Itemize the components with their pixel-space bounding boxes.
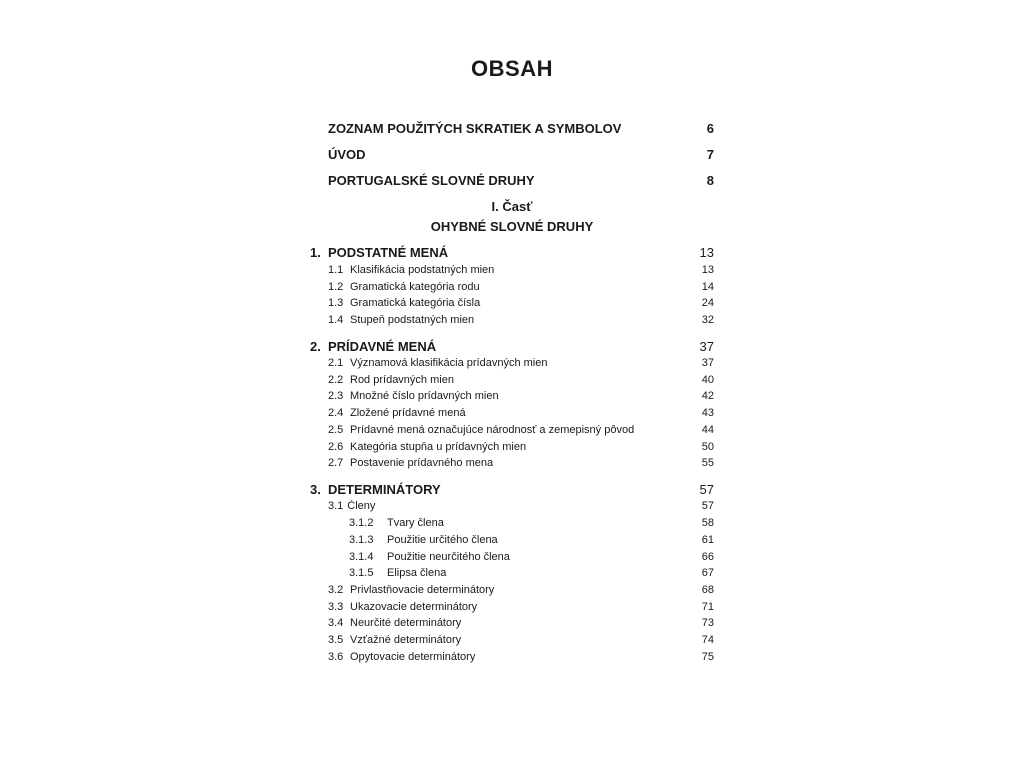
section-label: Kategória stupňa u prídavných mien [350, 441, 527, 453]
subsection-page: 58 [701, 517, 714, 529]
section-label: Rod prídavných mien [350, 374, 454, 386]
section-number: 2.1 [328, 357, 344, 369]
section-label: Vzťažné determinátory [350, 634, 462, 646]
toc-entry-label: PORTUGALSKÉ SLOVNÉ DRUHY [328, 173, 535, 188]
section-label: Stupeň podstatných mien [350, 314, 475, 326]
subsection-label: Použitie neurčitého člena [387, 551, 510, 563]
section-number: 2.4 [328, 407, 344, 419]
toc-section[interactable] [310, 500, 714, 518]
section-page: 43 [701, 407, 714, 419]
section-number: 3.4 [328, 617, 344, 629]
chapter-label: PRÍDAVNÉ MENÁ [328, 339, 437, 354]
section-label: Gramatická kategória čísla [350, 297, 481, 309]
section-page: 75 [701, 651, 714, 663]
toc-section[interactable] [310, 651, 714, 669]
section-number: 1.3 [328, 297, 344, 309]
section-label: Neurčité determinátory [350, 617, 462, 629]
section-page: 55 [701, 457, 714, 469]
toc-entry-page: 6 [706, 121, 714, 136]
toc-entry-page: 8 [706, 173, 714, 188]
section-label: Zložené prídavné mená [350, 407, 466, 419]
section-label: Klasifikácia podstatných mien [350, 264, 495, 276]
section-number: 2.7 [328, 457, 344, 469]
toc-chapter-3[interactable] [310, 482, 714, 500]
toc-section[interactable] [310, 264, 714, 282]
section-page: 32 [701, 314, 714, 326]
toc-chapter-2[interactable] [310, 339, 714, 357]
toc-entry-abbreviations[interactable] [310, 121, 714, 139]
toc-subsection[interactable] [310, 534, 714, 552]
toc-section[interactable] [310, 424, 714, 442]
section-page: 24 [701, 297, 714, 309]
section-page: 74 [701, 634, 714, 646]
section-page: 50 [701, 441, 714, 453]
section-number: 2.2 [328, 374, 344, 386]
subsection-number: 3.1.2 [349, 517, 374, 529]
chapter-number: 1. [310, 245, 321, 260]
chapter-number: 3. [310, 482, 321, 497]
toc-section[interactable] [310, 314, 714, 332]
toc-section[interactable] [310, 457, 714, 475]
section-number: 1.2 [328, 281, 344, 293]
section-number: 2.3 [328, 390, 344, 402]
section-page: 57 [701, 500, 714, 512]
subsection-label: Elipsa člena [387, 567, 447, 579]
toc-section[interactable] [310, 407, 714, 425]
toc-chapter-1[interactable] [310, 245, 714, 263]
subsection-number: 3.1.4 [349, 551, 374, 563]
part-number: I. Časť [491, 199, 533, 214]
section-label: Opytovacie determinátory [350, 651, 476, 663]
section-page: 13 [701, 264, 714, 276]
section-number: 3.5 [328, 634, 344, 646]
toc-section[interactable] [310, 617, 714, 635]
section-label: Privlastňovacie determinátory [350, 584, 495, 596]
page-title: OBSAH [471, 56, 553, 81]
chapter-page: 37 [699, 339, 714, 354]
subsection-page: 66 [701, 551, 714, 563]
subsection-number: 3.1.5 [349, 567, 374, 579]
section-page: 71 [701, 601, 714, 613]
section-page: 37 [701, 357, 714, 369]
toc-entry-page: 7 [706, 147, 714, 162]
section-number: 2.6 [328, 441, 344, 453]
section-number: 1.1 [328, 264, 344, 276]
toc-entry-label: ZOZNAM POUŽITÝCH SKRATIEK A SYMBOLOV [328, 121, 622, 136]
section-page: 73 [701, 617, 714, 629]
toc-section[interactable] [310, 297, 714, 315]
section-page: 42 [701, 390, 714, 402]
toc-subsection[interactable] [310, 567, 714, 585]
section-label: Množné číslo prídavných mien [350, 390, 499, 402]
section-label: Členy [347, 500, 376, 512]
toc-entry-introduction[interactable] [310, 147, 714, 165]
section-page: 14 [701, 281, 714, 293]
subsection-page: 61 [701, 534, 714, 546]
toc-entry-word-classes[interactable] [310, 173, 714, 191]
subsection-page: 67 [701, 567, 714, 579]
section-label: Prídavné mená označujúce národnosť a zemepisný pôvod [350, 424, 635, 436]
section-number: 3.6 [328, 651, 344, 663]
section-page: 40 [701, 374, 714, 386]
toc-section[interactable] [310, 634, 714, 652]
toc-subsection[interactable] [310, 517, 714, 535]
section-page: 68 [701, 584, 714, 596]
toc-section[interactable] [310, 357, 714, 375]
section-number: 3.1 [328, 500, 344, 512]
subsection-label: Tvary člena [387, 517, 444, 529]
section-page: 44 [701, 424, 714, 436]
chapter-number: 2. [310, 339, 321, 354]
toc-section[interactable] [310, 390, 714, 408]
subsection-number: 3.1.3 [349, 534, 374, 546]
section-label: Ukazovacie determinátory [350, 601, 478, 613]
chapter-page: 13 [699, 245, 714, 260]
section-label: Gramatická kategória rodu [350, 281, 480, 293]
part-title: OHYBNÉ SLOVNÉ DRUHY [430, 219, 594, 234]
section-label: Postavenie prídavného mena [350, 457, 494, 469]
chapter-page: 57 [699, 482, 714, 497]
section-label: Významová klasifikácia prídavných mien [350, 357, 548, 369]
section-number: 1.4 [328, 314, 344, 326]
chapter-label: DETERMINÁTORY [328, 482, 441, 497]
toc-entry-label: ÚVOD [328, 147, 366, 162]
toc-section[interactable] [310, 584, 714, 602]
chapter-label: PODSTATNÉ MENÁ [328, 245, 449, 260]
section-number: 3.3 [328, 601, 344, 613]
subsection-label: Použitie určitého člena [387, 534, 498, 546]
section-number: 2.5 [328, 424, 344, 436]
section-number: 3.2 [328, 584, 344, 596]
